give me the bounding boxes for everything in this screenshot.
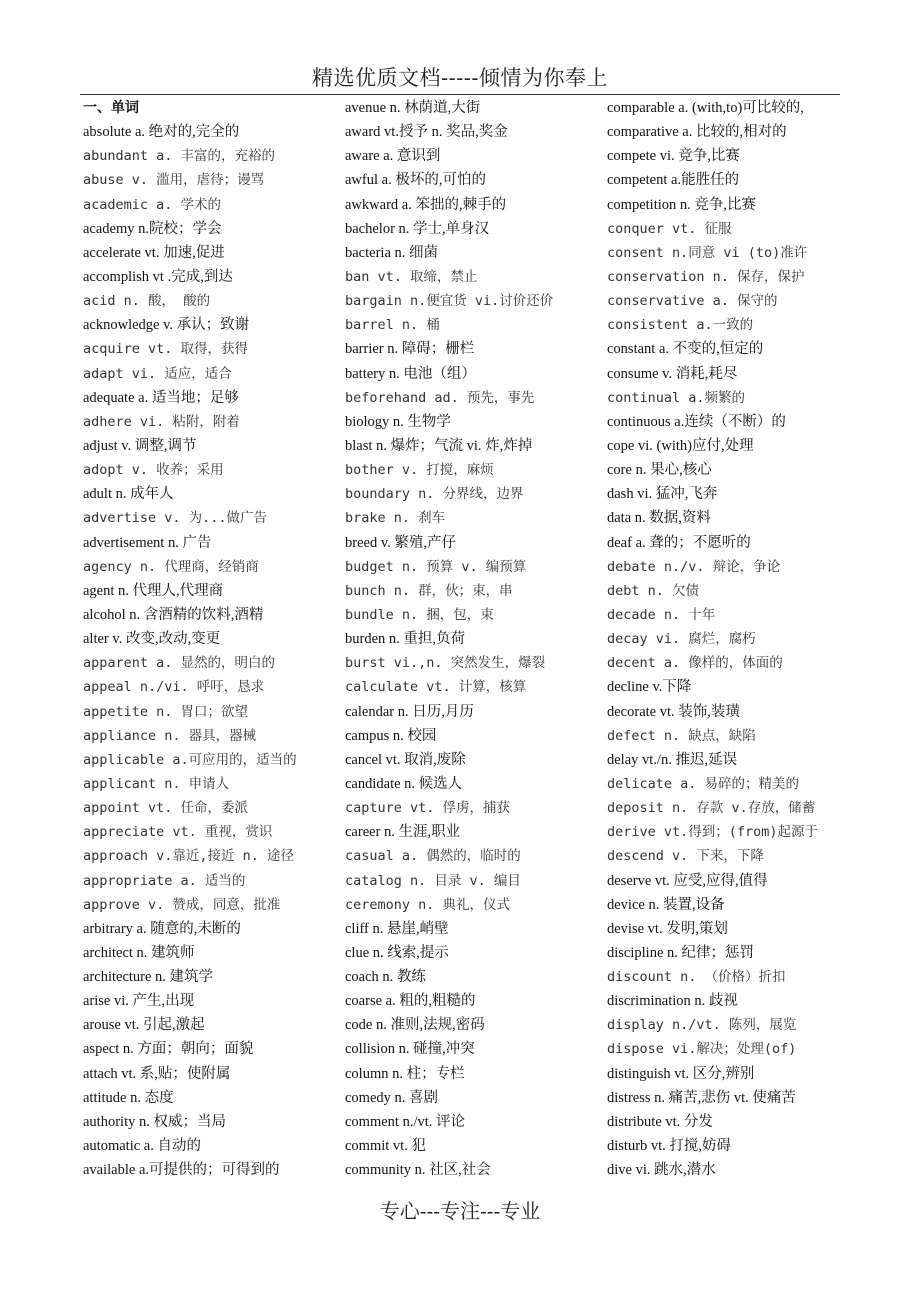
vocab-entry: ceremony n. 典礼，仪式 xyxy=(345,896,511,913)
vocab-entry: attitude n. 态度 xyxy=(83,1089,174,1106)
vocab-entry: device n. 装置,设备 xyxy=(607,896,725,913)
vocab-entry: agency n. 代理商，经销商 xyxy=(83,558,259,575)
vocab-entry: decade n. 十年 xyxy=(607,606,716,623)
vocab-entry: devise vt. 发明,策划 xyxy=(607,920,728,937)
vocab-entry: bachelor n. 学士,单身汉 xyxy=(345,220,490,237)
vocab-entry: attach vt. 系,贴；使附属 xyxy=(83,1065,231,1082)
vocab-entry: dispose vi.解决；处理(of) xyxy=(607,1041,797,1058)
vocab-entry: candidate n. 候选人 xyxy=(345,775,463,792)
vocab-entry: calculate vt. 计算，核算 xyxy=(345,679,527,696)
vocab-entry: appliance n. 器具，器械 xyxy=(83,727,257,744)
vocab-entry: decline v.下降 xyxy=(607,679,692,696)
vocab-entry: debt n. 欠债 xyxy=(607,582,700,599)
vocab-entry: decent a. 像样的，体面的 xyxy=(607,655,783,672)
vocab-entry: alcohol n. 含酒精的饮料,酒精 xyxy=(83,606,264,623)
vocab-entry: catalog n. 目录 v. 编目 xyxy=(345,872,521,889)
vocab-entry: arouse vt. 引起,激起 xyxy=(83,1017,205,1034)
vocab-entry: deserve vt. 应受,应得,值得 xyxy=(607,872,768,889)
vocab-entry: accomplish vt .完成,到达 xyxy=(83,268,233,285)
vocab-entry: commit vt. 犯 xyxy=(345,1138,426,1155)
vocab-entry: deposit n. 存款 v.存放，储蓄 xyxy=(607,800,816,817)
vocab-entry: alter v. 改变,改动,变更 xyxy=(83,631,221,648)
vocab-entry: approach v.靠近,接近 n. 途径 xyxy=(83,848,295,865)
vocab-entry: beforehand ad. 预先，事先 xyxy=(345,389,535,406)
vocab-entry: awkward a. 笨拙的,棘手的 xyxy=(345,196,507,213)
vocab-entry: barrier n. 障碍；栅栏 xyxy=(345,341,475,358)
vocab-entry: delay vt./n. 推迟,延误 xyxy=(607,751,738,768)
vocab-entry: adopt v. 收养；采用 xyxy=(83,462,224,479)
vocab-entry: decay vi. 腐烂，腐朽 xyxy=(607,631,756,648)
vocab-entry: arise vi. 产生,出现 xyxy=(83,993,195,1010)
vocab-entry: approve v. 赞成，同意，批准 xyxy=(83,896,281,913)
vocab-entry: burden n. 重担,负荷 xyxy=(345,631,466,648)
vocab-entry: authority n. 权威；当局 xyxy=(83,1113,226,1130)
vocab-entry: campus n. 校园 xyxy=(345,727,437,744)
vocab-entry: advertisement n. 广告 xyxy=(83,534,212,551)
vocab-entry: barrel n. 桶 xyxy=(345,317,440,334)
vocab-entry: discipline n. 纪律；惩罚 xyxy=(607,944,755,961)
header-rule xyxy=(80,94,840,95)
vocab-entry: distinguish vt. 区分,辨别 xyxy=(607,1065,755,1082)
vocab-entry: conservation n. 保存，保护 xyxy=(607,268,805,285)
vocab-entry: coarse a. 粗的,粗糙的 xyxy=(345,993,476,1010)
vocab-entry: disturb vt. 打搅,妨碍 xyxy=(607,1138,732,1155)
vocab-entry: agent n. 代理人,代理商 xyxy=(83,582,224,599)
vocab-entry: dash vi. 猛冲,飞奔 xyxy=(607,486,718,503)
vocab-entry: bargain n.便宜货 vi.讨价还价 xyxy=(345,293,554,310)
vocab-entry: coach n. 教练 xyxy=(345,969,426,986)
vocab-entry: column n. 柱；专栏 xyxy=(345,1065,465,1082)
vocab-entry: accelerate vt. 加速,促进 xyxy=(83,244,225,261)
vocab-entry: absolute a. 绝对的,完全的 xyxy=(83,124,240,141)
vocab-entry: award vt.授予 n. 奖品,奖金 xyxy=(345,124,508,141)
vocab-entry: consume v. 消耗,耗尽 xyxy=(607,365,738,382)
vocab-entry: battery n. 电池（组） xyxy=(345,365,476,382)
vocab-entry: descend v. 下来，下降 xyxy=(607,848,764,865)
vocab-entry: advertise v. 为...做广告 xyxy=(83,510,268,527)
vocab-entry: debate n./v. 辩论，争论 xyxy=(607,558,781,575)
vocab-entry: bunch n. 群，伙；束，串 xyxy=(345,582,513,599)
vocab-entry: distribute vt. 分发 xyxy=(607,1113,713,1130)
vocab-entry: compete vi. 竞争,比赛 xyxy=(607,148,740,165)
vocab-entry: academy n.院校；学会 xyxy=(83,220,222,237)
vocab-entry: conquer vt. 征服 xyxy=(607,220,732,237)
vocab-entry: conservative a. 保守的 xyxy=(607,293,778,310)
vocab-entry: adhere vi. 粘附，附着 xyxy=(83,413,240,430)
vocab-entry: collision n. 碰撞,冲突 xyxy=(345,1041,475,1058)
vocab-entry: academic a. 学术的 xyxy=(83,196,222,213)
vocab-entry: automatic a. 自动的 xyxy=(83,1138,201,1155)
vocab-entry: discount n. （价格）折扣 xyxy=(607,969,786,986)
vocab-entry: bother v. 打搅，麻烦 xyxy=(345,462,494,479)
vocab-entry: acknowledge v. 承认；致谢 xyxy=(83,317,250,334)
vocab-entry: apparent a. 显然的，明白的 xyxy=(83,655,276,672)
vocab-entry: consistent a.一致的 xyxy=(607,317,754,334)
vocab-entry: code n. 准则,法规,密码 xyxy=(345,1017,485,1034)
page-footer: 专心---专注---专业 xyxy=(379,1199,541,1223)
vocab-entry: comparable a. (with,to)可比较的, xyxy=(607,100,804,116)
vocab-entry: delicate a. 易碎的；精美的 xyxy=(607,775,800,792)
vocab-entry: adequate a. 适当地；足够 xyxy=(83,389,239,406)
vocab-entry: available a.可提供的；可得到的 xyxy=(83,1162,280,1179)
vocab-entry: applicant n. 申请人 xyxy=(83,775,230,792)
vocab-entry: cope vi. (with)应付,处理 xyxy=(607,437,754,454)
vocab-entry: casual a. 偶然的，临时的 xyxy=(345,848,521,865)
vocab-entry: bundle n. 捆，包，束 xyxy=(345,606,494,623)
vocab-entry: biology n. 生物学 xyxy=(345,413,451,430)
vocab-entry: brake n. 刹车 xyxy=(345,510,446,527)
vocab-entry: continuous a.连续（不断）的 xyxy=(607,413,786,430)
vocab-entry: appeal n./vi. 呼吁，恳求 xyxy=(83,679,265,696)
vocab-entry: discrimination n. 歧视 xyxy=(607,993,738,1010)
vocab-entry: acquire vt. 取得，获得 xyxy=(83,341,249,358)
vocab-entry: aspect n. 方面；朝向；面貌 xyxy=(83,1041,254,1058)
vocab-entry: career n. 生涯,职业 xyxy=(345,824,461,841)
vocab-entry: comparative a. 比较的,相对的 xyxy=(607,124,787,141)
vocab-entry: ban vt. 取缔，禁止 xyxy=(345,268,478,285)
vocab-entry: competition n. 竞争,比赛 xyxy=(607,196,757,213)
vocab-entry: capture vt. 俘虏，捕获 xyxy=(345,800,511,817)
vocab-entry: defect n. 缺点，缺陷 xyxy=(607,727,756,744)
vocab-entry: adult n. 成年人 xyxy=(83,486,174,503)
section-heading: 一、单词 xyxy=(83,100,139,116)
vocab-entry: acid n. 酸， 酸的 xyxy=(83,293,211,310)
vocab-entry: clue n. 线索,提示 xyxy=(345,944,449,961)
vocab-entry: consent n.同意 vi (to)准许 xyxy=(607,244,808,261)
vocab-entry: abundant a. 丰富的，充裕的 xyxy=(83,148,276,165)
vocab-entry: arbitrary a. 随意的,未断的 xyxy=(83,920,241,937)
vocab-entry: adjust v. 调整,调节 xyxy=(83,437,197,454)
vocab-entry: display n./vt. 陈列，展览 xyxy=(607,1017,797,1034)
vocab-entry: awful a. 极坏的,可怕的 xyxy=(345,172,486,189)
vocab-entry: calendar n. 日历,月历 xyxy=(345,703,474,720)
vocab-entry: breed v. 繁殖,产仔 xyxy=(345,534,457,551)
vocab-entry: appreciate vt. 重视，赏识 xyxy=(83,824,273,841)
vocab-entry: appoint vt. 任命，委派 xyxy=(83,800,249,817)
vocab-entry: decorate vt. 装饰,装璜 xyxy=(607,703,740,720)
vocab-entry: bacteria n. 细菌 xyxy=(345,244,439,261)
vocab-column-2 xyxy=(345,96,607,1182)
vocab-entry: dive vi. 跳水,潜水 xyxy=(607,1162,716,1179)
vocab-entry: comment n./vt. 评论 xyxy=(345,1113,466,1130)
vocab-entry: comedy n. 喜剧 xyxy=(345,1089,439,1106)
vocab-entry: adapt vi. 适应，适合 xyxy=(83,365,232,382)
vocab-entry: distress n. 痛苦,悲伤 vt. 使痛苦 xyxy=(607,1089,796,1106)
vocab-entry: deaf a. 聋的；不愿听的 xyxy=(607,534,751,551)
vocab-entry: competent a.能胜任的 xyxy=(607,172,740,189)
vocab-entry: data n. 数据,资料 xyxy=(607,510,711,527)
vocab-entry: architecture n. 建筑学 xyxy=(83,969,214,986)
vocab-entry: burst vi.,n. 突然发生，爆裂 xyxy=(345,655,546,672)
vocab-entry: appropriate a. 适当的 xyxy=(83,872,246,889)
vocab-entry: continual a.频繁的 xyxy=(607,389,746,406)
vocab-entry: applicable a.可应用的，适当的 xyxy=(83,751,297,768)
vocab-entry: avenue n. 林荫道,大街 xyxy=(345,100,481,116)
vocab-entry: blast n. 爆炸；气流 vi. 炸,炸掉 xyxy=(345,437,533,454)
vocab-entry: appetite n. 胃口；欲望 xyxy=(83,703,249,720)
vocab-entry: boundary n. 分界线，边界 xyxy=(345,486,524,503)
vocab-entry: cancel vt. 取消,废除 xyxy=(345,751,466,768)
vocab-entry: constant a. 不变的,恒定的 xyxy=(607,341,764,358)
vocab-entry: community n. 社区,社会 xyxy=(345,1162,491,1179)
vocab-column-3 xyxy=(607,96,857,1182)
vocab-entry: cliff n. 悬崖,峭壁 xyxy=(345,920,449,937)
vocab-entry: abuse v. 滥用，虐待；谩骂 xyxy=(83,172,265,189)
vocab-entry: budget n. 预算 v. 编预算 xyxy=(345,558,527,575)
vocab-column-1 xyxy=(83,96,345,1182)
vocab-entry: architect n. 建筑师 xyxy=(83,944,195,961)
vocab-entry: derive vt.得到；(from)起源于 xyxy=(607,824,819,841)
vocab-entry: core n. 果心,核心 xyxy=(607,462,712,479)
vocab-entry: aware a. 意识到 xyxy=(345,148,441,165)
page-header: 精选优质文档-----倾情为你奉上 xyxy=(312,66,608,90)
